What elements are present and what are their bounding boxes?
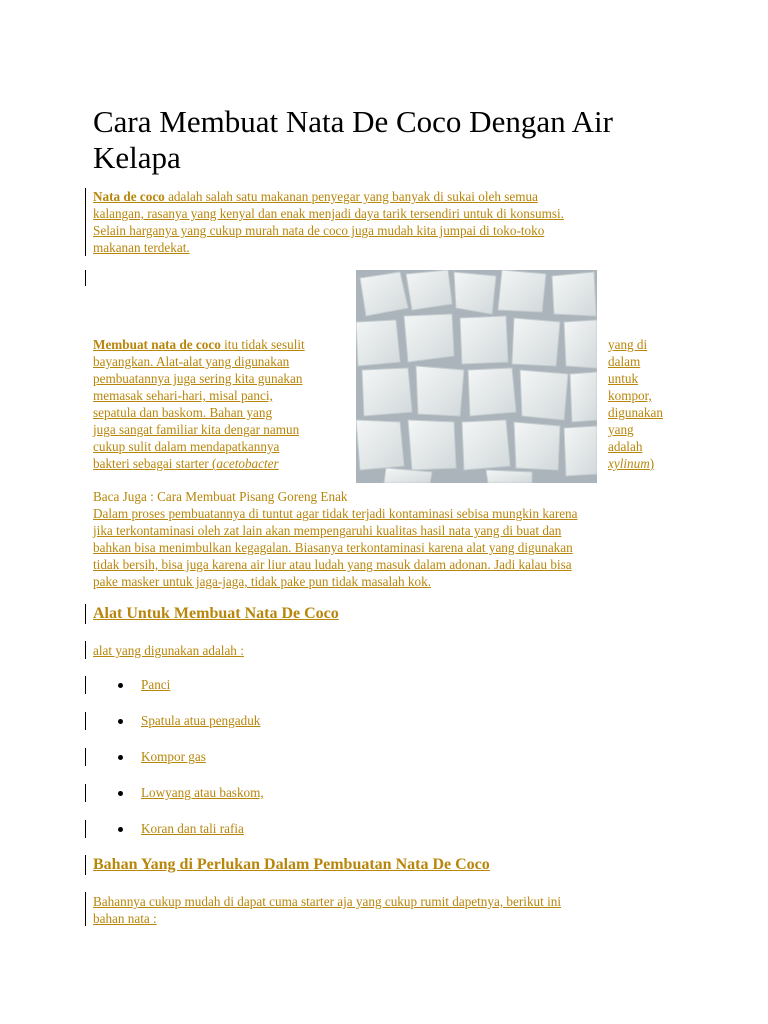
contamination-line-3: bahkan bisa menimbulkan kegagalan. Biasanya terkontaminasi karena alat yang digunakan	[93, 540, 573, 555]
section-heading-ingredients[interactable]: Bahan Yang di Perlukan Dalam Pembuatan Nata De Coco	[93, 856, 490, 873]
change-bar	[85, 676, 86, 694]
float-left-line-7: cukup sulit dalam mendapatkannya	[93, 439, 280, 454]
bullet-icon	[118, 827, 123, 832]
change-bar	[85, 784, 86, 802]
intro-line-1: adalah salah satu makanan penyegar yang banyak di sukai oleh semua	[164, 189, 538, 204]
intro-line-2: kalangan, rasanya yang kenyal dan enak menjadi daya tarik tersendiri untuk di konsumsi.	[93, 206, 564, 221]
float-right-line-4: kompor,	[608, 388, 652, 403]
float-paragraph-left[interactable]	[93, 336, 348, 472]
document-page: Cara Membuat Nata De Coco Dengan Air Kelapa Nata de coco adalah salah satu makanan penyegar yang banyak di sukai oleh semua kalangan, rasanya yang kenyal dan enak menjadi daya tarik tersendiri untuk di konsumsi. Selain harganya yang cukup murah nata de coco juga mudah kita jumpai di toko-toko makanan terdekat. Membuat nata de coco itu tidak sesulit bayangkan. Alat-alat yang digunakan pembuatannya juga sering kita gunakan memasak sehari-hari, misal panci, sepatula dan baskom. Bahan yang juga sangat familiar kita dengar namun cukup sulit dalam mendapatkannya bakteri sebagai starter (acetobacter yang di dalam untuk kompor, digunakan yang adalah xylinum) Baca Juga : Cara Membuat Pisang Goreng Enak Dalam proses pembuatannya di tuntut agar tidak terjadi kontaminasi sebisa mungkin karena jika terkontaminasi oleh zat lain akan mempengaruhi kualitas hasil nata yang di buat dan bahkan bisa menimbulkan kegagalan. Biasanya terkontaminasi karena alat yang digunakan tidak bersih, bisa juga karena air liur atau ludah yang masuk dalam adonan. Jadi kalau bisa pake masker untuk jaga-jaga, tidak pake pun tidak masalah kok. Alat Untuk Membuat Nata De Coco alat yang digunakan adalah : Panci Spatula atua pengaduk Kompor gas Lowyang atau baskom, Koran dan tali rafia Bahan Yang di Perlukan Dalam Pembuatan Nata De Coco Bahannya cukup mudah di dapat cuma starter aja yang cukup rumit dapetnya, berikut ini bahan nata :	[0, 0, 768, 1024]
nata-cubes-illustration	[356, 270, 597, 483]
section-heading-tools[interactable]: Alat Untuk Membuat Nata De Coco	[93, 605, 339, 622]
float-left-line-3: pembuatannya juga sering kita gunakan	[93, 371, 303, 386]
change-bar	[85, 604, 86, 624]
change-bar	[85, 892, 86, 926]
float-left-line-5: sepatula dan baskom. Bahan yang	[93, 405, 273, 420]
ingredients-line-1: Bahannya cukup mudah di dapat cuma starter aja yang cukup rumit dapetnya, berikut ini	[93, 894, 562, 909]
float-paragraph-right[interactable]	[608, 336, 688, 472]
change-bar	[85, 820, 86, 838]
float-right-line-7: adalah	[608, 439, 643, 454]
tools-intro[interactable]: alat yang digunakan adalah :	[93, 643, 244, 658]
change-bar	[85, 641, 86, 659]
float-right-line-2: dalam	[608, 354, 641, 369]
intro-line-4: makanan terdekat.	[93, 240, 190, 255]
intro-paragraph[interactable]	[93, 188, 693, 256]
ingredients-line-2: bahan nata :	[93, 911, 157, 926]
change-bar	[85, 712, 86, 730]
intro-line-3: Selain harganya yang cukup murah nata de coco juga mudah kita jumpai di toko-toko	[93, 223, 545, 238]
float-left-line-6: juga sangat familiar kita dengar namun	[93, 422, 300, 437]
float-right-line-1: yang di	[608, 337, 648, 352]
float-bold-term: Membuat nata de coco	[93, 337, 221, 352]
page-title: Cara Membuat Nata De Coco Dengan Air Kelapa	[93, 104, 613, 175]
bullet-icon	[118, 755, 123, 760]
float-right-italic: xylinum	[608, 456, 650, 471]
float-left-italic: acetobacter	[216, 456, 279, 471]
change-bar	[85, 188, 86, 256]
change-bar	[85, 270, 86, 286]
float-right-line-5: digunakan	[608, 405, 663, 420]
float-left-line-1: itu tidak sesulit	[220, 337, 305, 352]
float-right-line-6: yang	[608, 422, 634, 437]
contamination-line-1: Dalam proses pembuatannya di tuntut agar tidak terjadi kontaminasi sebisa mungkin karena	[93, 506, 578, 521]
change-bar	[85, 748, 86, 766]
contamination-line-4: tidak bersih, bisa juga karena air liur atau ludah yang masuk dalam adonan. Jadi kalau bisa	[93, 557, 572, 572]
intro-bold-term: Nata de coco	[93, 189, 165, 204]
contamination-paragraph[interactable]	[93, 505, 693, 590]
float-right-line-3: untuk	[608, 371, 639, 386]
nata-de-coco-photo	[356, 270, 597, 483]
contamination-line-5: pake masker untuk jaga-jaga, tidak pake pun tidak masalah kok.	[93, 574, 432, 589]
float-left-line-4: memasak sehari-hari, misal panci,	[93, 388, 273, 403]
change-bar	[85, 855, 86, 875]
float-left-line-2: bayangkan. Alat-alat yang digunakan	[93, 354, 290, 369]
ingredients-intro[interactable]	[93, 893, 693, 927]
bullet-icon	[118, 719, 123, 724]
bullet-icon	[118, 683, 123, 688]
float-right-end: )	[649, 456, 655, 471]
float-left-line-8: bakteri sebagai starter (	[93, 456, 217, 471]
baca-juga-link[interactable]: Baca Juga : Cara Membuat Pisang Goreng Enak	[93, 489, 348, 504]
contamination-line-2: jika terkontaminasi oleh zat lain akan mempengaruhi kualitas hasil nata yang di buat dan	[93, 523, 562, 538]
bullet-icon	[118, 791, 123, 796]
